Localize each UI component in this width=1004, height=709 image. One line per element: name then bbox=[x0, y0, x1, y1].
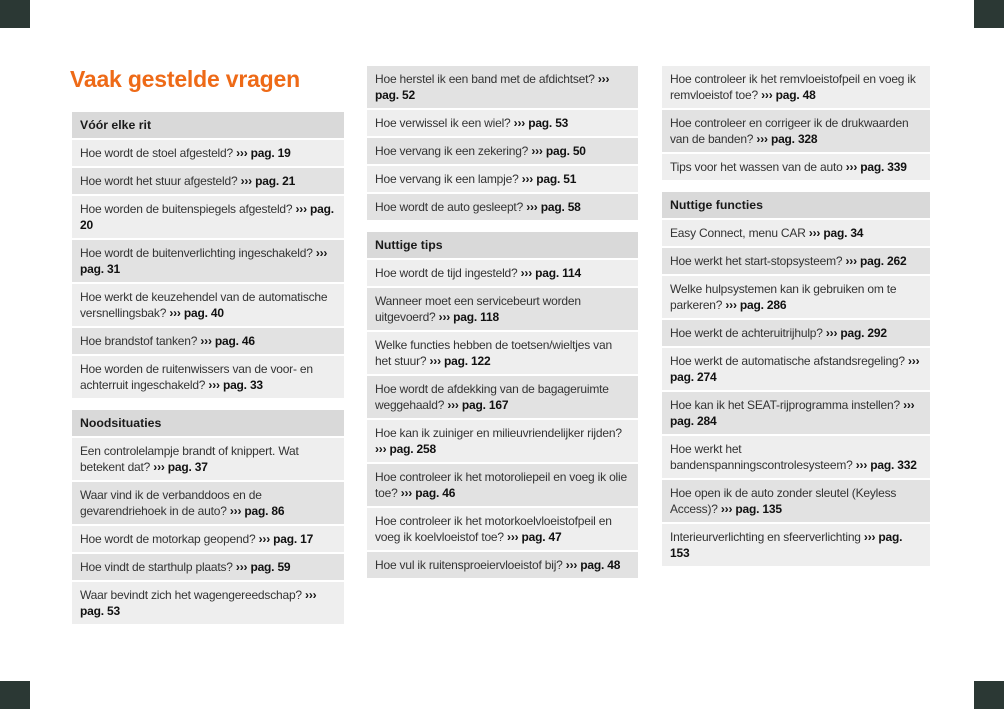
faq-item bbox=[662, 524, 930, 566]
faq-item bbox=[72, 284, 344, 326]
page-reference: ››› pag. 46 bbox=[200, 334, 255, 348]
section-header: Nuttige tips bbox=[367, 232, 638, 258]
faq-question: Hoe vervang ik een lampje? bbox=[375, 172, 519, 186]
faq-item bbox=[72, 140, 344, 166]
page-reference: ››› pag. 274 bbox=[670, 354, 920, 384]
faq-item bbox=[367, 464, 638, 506]
faq-column-1 bbox=[72, 112, 344, 626]
faq-item bbox=[662, 348, 930, 390]
page-corner-bottom-left bbox=[0, 681, 30, 709]
faq-question: Hoe wordt de buitenverlichting ingeschakeld? bbox=[80, 246, 313, 260]
page-reference: ››› pag. 34 bbox=[808, 226, 864, 240]
faq-question: Hoe wordt de motorkap geopend? bbox=[80, 532, 256, 546]
faq-question: Hoe wordt de stoel afgesteld? bbox=[80, 146, 233, 160]
faq-question: Hoe worden de ruitenwissers van de voor- en achterruit ingeschakeld? bbox=[80, 362, 313, 392]
page-reference: ››› pag. 262 bbox=[845, 254, 907, 268]
faq-question: Hoe kan ik zuiniger en milieuvriendelijker rijden? bbox=[375, 426, 622, 440]
page-corner-top-left bbox=[0, 0, 30, 28]
faq-item bbox=[662, 320, 930, 346]
faq-question: Hoe wordt de afdekking van de bagageruimte weggehaald? bbox=[375, 382, 609, 412]
page-reference: ››› pag. 58 bbox=[526, 200, 581, 214]
faq-item bbox=[72, 240, 344, 282]
faq-section bbox=[367, 232, 638, 578]
page-reference: ››› pag. 50 bbox=[531, 144, 586, 158]
faq-section-continued bbox=[367, 66, 638, 220]
faq-question: Hoe wordt de tijd ingesteld? bbox=[375, 266, 518, 280]
page-reference: ››› pag. 153 bbox=[670, 530, 903, 560]
faq-question: Hoe worden de buitenspiegels afgesteld? bbox=[80, 202, 293, 216]
page-reference: ››› pag. 328 bbox=[756, 132, 818, 146]
page-reference: ››› pag. 332 bbox=[855, 458, 917, 472]
faq-section bbox=[72, 112, 344, 398]
page-reference: ››› pag. 20 bbox=[80, 202, 334, 232]
faq-item bbox=[72, 438, 344, 480]
page-reference: ››› pag. 52 bbox=[375, 72, 610, 102]
page-reference: ››› pag. 86 bbox=[229, 504, 285, 518]
faq-question: Waar bevindt zich het wagengereedschap? bbox=[80, 588, 302, 602]
faq-item bbox=[367, 110, 638, 136]
page-reference: ››› pag. 118 bbox=[438, 310, 499, 324]
faq-item bbox=[72, 526, 344, 552]
faq-item bbox=[367, 260, 638, 286]
faq-item bbox=[662, 480, 930, 522]
page-reference: ››› pag. 292 bbox=[825, 326, 887, 340]
page-title: Vaak gestelde vragen bbox=[70, 66, 300, 92]
page-reference: ››› pag. 286 bbox=[725, 298, 787, 312]
page-reference: ››› pag. 48 bbox=[761, 88, 816, 102]
page-reference: ››› pag. 19 bbox=[236, 146, 291, 160]
faq-item bbox=[662, 392, 930, 434]
page-reference: ››› pag. 122 bbox=[429, 354, 491, 368]
faq-section-continued bbox=[662, 66, 930, 180]
faq-question: Hoe controleer ik het motoroliepeil en voeg ik olie toe? bbox=[375, 470, 627, 500]
faq-question: Waar vind ik de verbanddoos en de gevarendriehoek in de auto? bbox=[80, 488, 262, 518]
page-reference: ››› pag. 59 bbox=[235, 560, 291, 574]
faq-question: Easy Connect, menu CAR bbox=[670, 226, 806, 240]
page-reference: ››› pag. 258 bbox=[375, 442, 436, 456]
faq-question: Hoe vervang ik een zekering? bbox=[375, 144, 529, 158]
page-reference: ››› pag. 53 bbox=[513, 116, 569, 130]
faq-question: Hoe wordt de auto gesleept? bbox=[375, 200, 524, 214]
faq-question: Welke functies hebben de toetsen/wieltjes van het stuur? bbox=[375, 338, 612, 368]
section-header: Noodsituaties bbox=[72, 410, 344, 436]
faq-question: Hoe werkt het bandenspanningscontrolesysteem? bbox=[670, 442, 853, 472]
faq-item bbox=[72, 196, 344, 238]
faq-question: Hoe vul ik ruitensproeiervloeistof bij? bbox=[375, 558, 563, 572]
page-reference: ››› pag. 37 bbox=[153, 460, 208, 474]
faq-item bbox=[367, 138, 638, 164]
page-reference: ››› pag. 48 bbox=[565, 558, 621, 572]
faq-question: Hoe brandstof tanken? bbox=[80, 334, 198, 348]
faq-question: Hoe open ik de auto zonder sleutel (Keyless Access)? bbox=[670, 486, 897, 516]
faq-item bbox=[662, 110, 930, 152]
faq-item bbox=[72, 356, 344, 398]
faq-question: Hoe verwissel ik een wiel? bbox=[375, 116, 511, 130]
faq-item bbox=[72, 554, 344, 580]
faq-question: Een controlelampje brandt of knippert. Wat betekent dat? bbox=[80, 444, 299, 474]
faq-question: Tips voor het wassen van de auto bbox=[670, 160, 843, 174]
faq-question: Hoe controleer ik het motorkoelvloeistofpeil en voeg ik koelvloeistof toe? bbox=[375, 514, 612, 544]
faq-section bbox=[662, 192, 930, 566]
page-reference: ››› pag. 114 bbox=[520, 266, 581, 280]
faq-question: Interieurverlichting en sfeerverlichting bbox=[670, 530, 861, 544]
faq-item bbox=[367, 420, 638, 462]
faq-question: Hoe controleer en corrigeer ik de drukwaarden van de banden? bbox=[670, 116, 909, 146]
faq-question: Hoe wordt het stuur afgesteld? bbox=[80, 174, 238, 188]
faq-item bbox=[367, 166, 638, 192]
faq-question: Hoe controleer ik het remvloeistofpeil en voeg ik remvloeistof toe? bbox=[670, 72, 916, 102]
faq-question: Hoe werkt de automatische afstandsregeling? bbox=[670, 354, 905, 368]
faq-question: Hoe kan ik het SEAT-rijprogramma instellen? bbox=[670, 398, 900, 412]
page-reference: ››› pag. 53 bbox=[80, 588, 317, 618]
faq-item bbox=[367, 66, 638, 108]
faq-item bbox=[367, 332, 638, 374]
faq-item bbox=[662, 248, 930, 274]
faq-item bbox=[367, 288, 638, 330]
faq-item bbox=[72, 328, 344, 354]
page-reference: ››› pag. 46 bbox=[400, 486, 456, 500]
faq-question: Wanneer moet een servicebeurt worden uitgevoerd? bbox=[375, 294, 581, 324]
page-reference: ››› pag. 339 bbox=[845, 160, 907, 174]
page-reference: ››› pag. 21 bbox=[240, 174, 296, 188]
faq-question: Welke hulpsystemen kan ik gebruiken om te parkeren? bbox=[670, 282, 897, 312]
page-reference: ››› pag. 284 bbox=[670, 398, 915, 428]
page-reference: ››› pag. 47 bbox=[507, 530, 562, 544]
page-reference: ››› pag. 135 bbox=[720, 502, 782, 516]
faq-item bbox=[367, 552, 638, 578]
faq-section bbox=[72, 410, 344, 624]
faq-item bbox=[367, 376, 638, 418]
faq-item bbox=[662, 436, 930, 478]
faq-item bbox=[662, 276, 930, 318]
faq-item bbox=[662, 66, 930, 108]
faq-column-3 bbox=[662, 66, 930, 568]
page-reference: ››› pag. 40 bbox=[169, 306, 224, 320]
page-reference: ››› pag. 51 bbox=[521, 172, 577, 186]
page-reference: ››› pag. 17 bbox=[258, 532, 314, 546]
page-reference: ››› pag. 31 bbox=[80, 246, 328, 276]
page-reference: ››› pag. 167 bbox=[447, 398, 509, 412]
page-corner-bottom-right bbox=[974, 681, 1004, 709]
faq-item bbox=[662, 154, 930, 180]
faq-question: Hoe werkt de achteruitrijhulp? bbox=[670, 326, 823, 340]
faq-question: Hoe herstel ik een band met de afdichtset? bbox=[375, 72, 595, 86]
section-header: Nuttige functies bbox=[662, 192, 930, 218]
faq-item bbox=[72, 482, 344, 524]
faq-question: Hoe vindt de starthulp plaats? bbox=[80, 560, 233, 574]
faq-question: Hoe werkt het start-stopsysteem? bbox=[670, 254, 843, 268]
page-corner-top-right bbox=[974, 0, 1004, 28]
page-reference: ››› pag. 33 bbox=[208, 378, 263, 392]
faq-item bbox=[72, 582, 344, 624]
faq-item bbox=[367, 194, 638, 220]
faq-item bbox=[662, 220, 930, 246]
faq-column-2 bbox=[367, 66, 638, 580]
faq-question: Hoe werkt de keuzehendel van de automatische versnellingsbak? bbox=[80, 290, 328, 320]
section-header: Vóór elke rit bbox=[72, 112, 344, 138]
faq-item bbox=[367, 508, 638, 550]
faq-item bbox=[72, 168, 344, 194]
